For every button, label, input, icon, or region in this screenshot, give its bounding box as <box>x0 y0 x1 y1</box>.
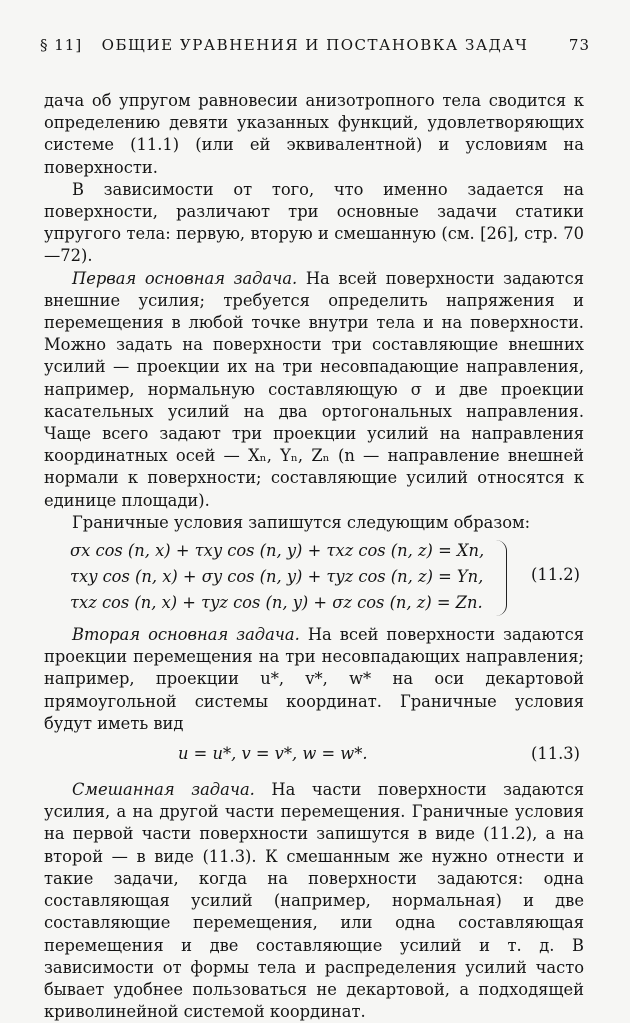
paragraph-3-text: На всей поверхности задаются внешние усилия; требуется определить напряжения и перемещения в любой точке внутри тела и на поверхности. Можно задать на поверхности три составляющие внешних усилий — проекции их на три несовпадающие направления, например, нормальную составляющую σ и две проекции касательных усилий на два ортогональных направления. Чаще всего задают три проекции усилий на направления координатных осей — Xₙ, Yₙ, Zₙ (n — направление внешней нормали к поверхности; составляющие усилий относятся к единице площади). <box>44 268 584 510</box>
equation-line-1: σx cos (n, x) + τxy cos (n, y) + τxz cos (n, z) = Xn, <box>70 541 485 561</box>
equation-line-4: u = u*, v = v*, w = w*. <box>178 744 368 764</box>
section-ref: § 11] <box>40 36 83 54</box>
first-problem-heading: Первая основная задача. <box>72 268 298 288</box>
equation-system-11-2 <box>44 538 584 620</box>
equation-line-3: τxz cos (n, x) + τyz cos (n, y) + σz cos (n, z) = Zn. <box>70 593 483 613</box>
paragraph-5-text: На всей поверхности задаются проекции перемещения на три несовпадающих направления; например, проекции u*, v*, w* на оси декартовой прямоугольной системы координат. Граничные условия будут иметь вид <box>44 625 584 733</box>
page-number: 73 <box>568 36 590 54</box>
paragraph-2: В зависимости от того, что именно задается на поверхности, различают три основные задачи статики упругого тела: первую, вторую и смешанную (см. [26], стр. 70—72). <box>44 179 584 266</box>
right-brace <box>496 540 507 616</box>
header-title: ОБЩИЕ УРАВНЕНИЯ И ПОСТАНОВКА ЗАДАЧ <box>101 36 529 54</box>
equation-11-3 <box>44 741 584 771</box>
mixed-problem-heading: Смешанная задача. <box>72 780 255 800</box>
text-body <box>44 90 584 1023</box>
second-problem-heading: Вторая основная задача. <box>72 625 300 645</box>
equation-number-11-3: (11.3) <box>531 744 580 764</box>
equation-number-11-2: (11.2) <box>531 565 580 585</box>
paragraph-3 <box>44 268 584 512</box>
paragraph-6-text: На части поверхности задаются усилия, а на другой части перемещения. Граничные условия на первой части поверхности запишутся в виде (11.2), а на второй — в виде (11.3). К смешанным же нужно отнести и такие задачи, когда на поверхности задаются: одна составляющая усилий (например, нормальная) и две составляющие перемещения, или одна составляющая перемещения и две составляющие усилий и т. д. В зависимости от формы тела и распределения усилий часто бывает удобнее пользоваться не декартовой, а подходящей криволинейной системой координат. <box>44 780 584 1022</box>
paragraph-6 <box>44 779 584 1023</box>
paragraph-5 <box>44 624 584 735</box>
paragraph-1: дача об упругом равновесии анизотропного тела сводится к определению девяти указанных функций, удовлетворяющих системе (11.1) (или ей эквивалентной) и условиям на поверхности. <box>44 91 584 177</box>
paragraph-4: Граничные условия запишутся следующим образом: <box>72 512 531 532</box>
equation-line-2: τxy cos (n, x) + σy cos (n, y) + τyz cos (n, z) = Yn, <box>70 567 484 587</box>
